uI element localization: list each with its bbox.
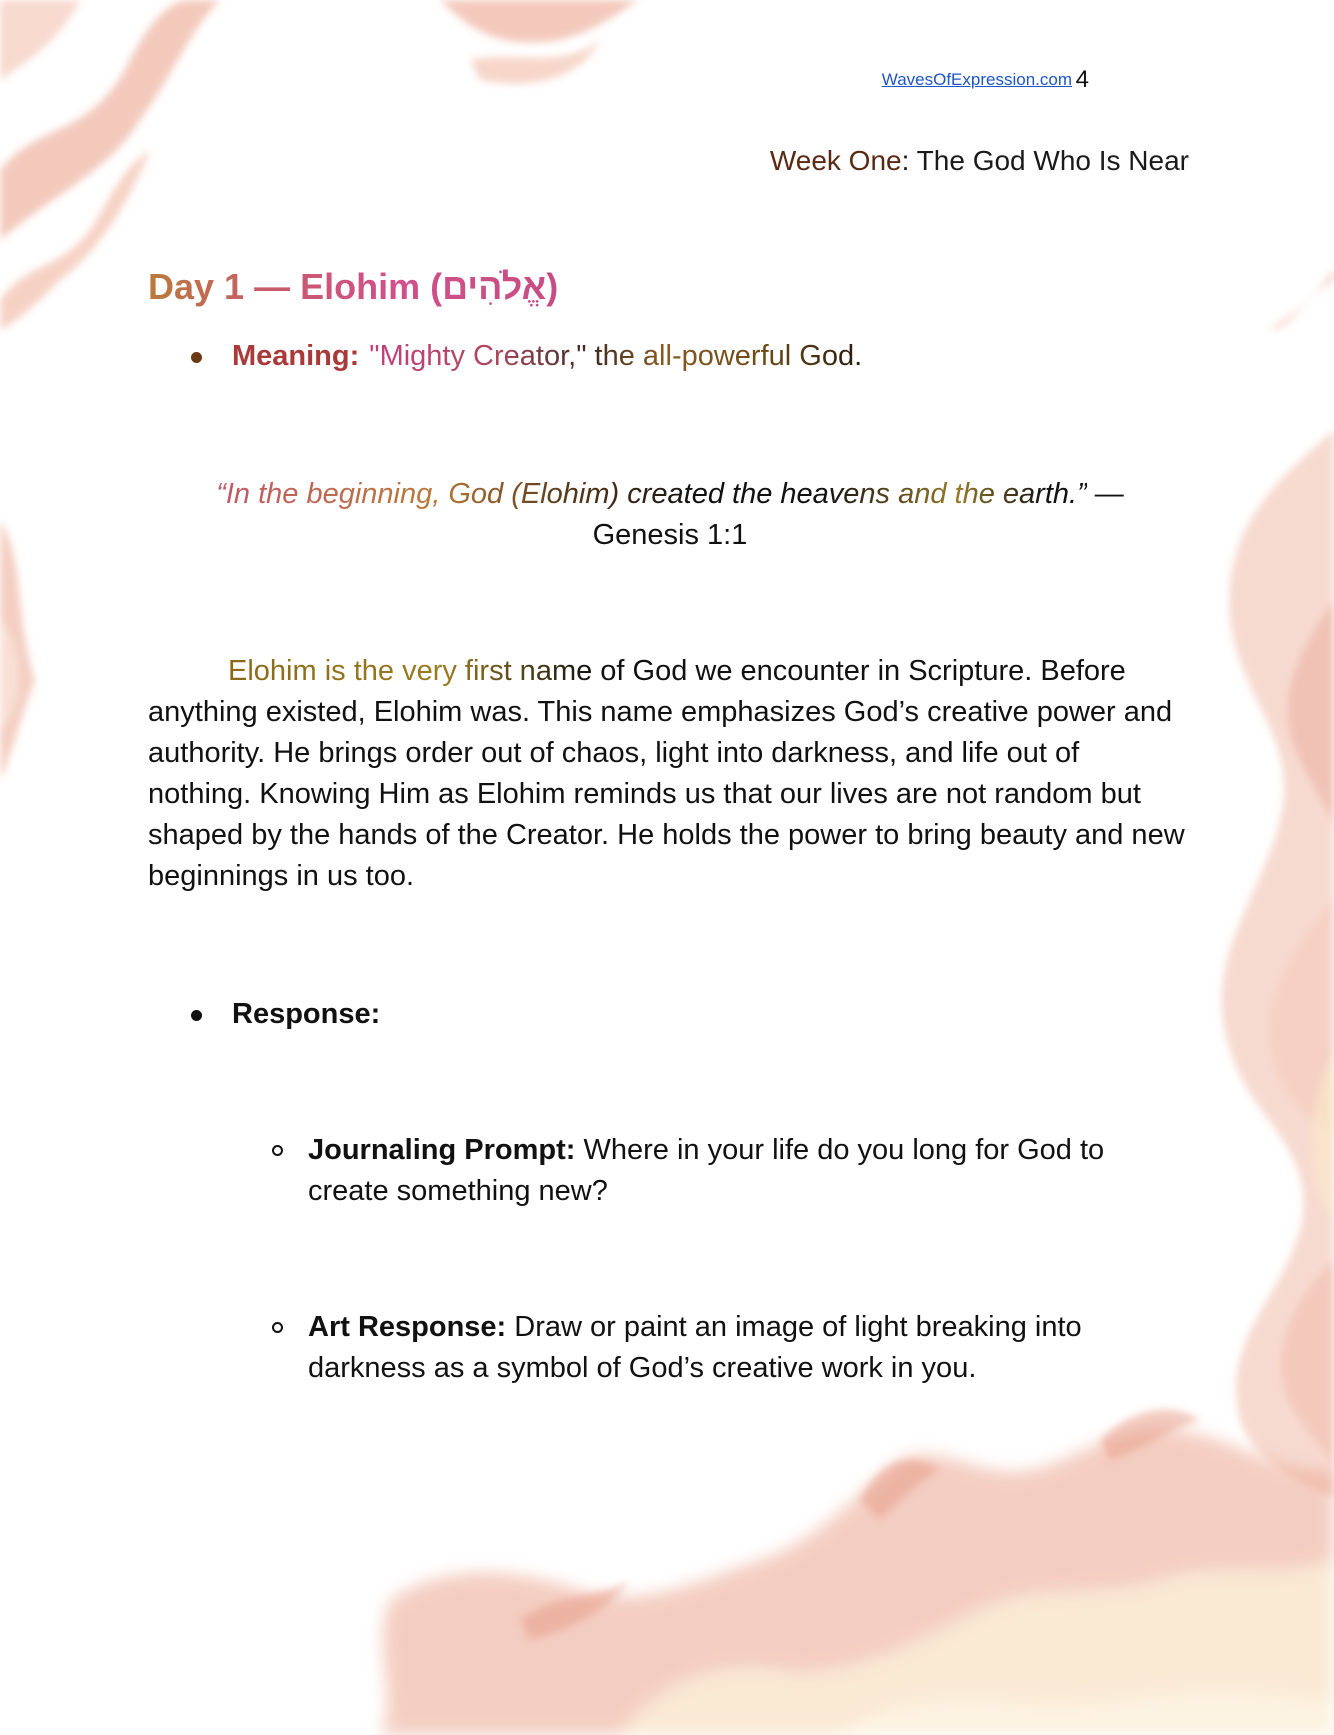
meaning-bullet (191, 340, 862, 373)
art-response-item (272, 1307, 1172, 1389)
meaning-label: Meaning: (232, 340, 360, 372)
art-response-label: Art Response: (308, 1311, 507, 1343)
scripture-quote (170, 474, 1170, 556)
art-response-text (308, 1307, 1172, 1389)
paragraph-lead: Elohim is the very first name (228, 655, 593, 687)
bullet-dot-icon (191, 1010, 202, 1021)
week-prefix: Week One (769, 145, 902, 176)
journaling-prompt-item (272, 1130, 1172, 1212)
bullet-dot-icon (191, 352, 202, 363)
page-number: 4 (1075, 66, 1089, 93)
journaling-prompt-label: Journaling Prompt: (308, 1134, 576, 1166)
day-heading: Day 1 — Elohim (אֱלֹהִים) (148, 266, 559, 307)
response-label: Response: (232, 998, 381, 1030)
response-bullet (191, 998, 380, 1031)
paragraph-body: of God we encounter in Scripture. Before anything existed, Elohim was. This name emphasizes God’s creative power and authority. He brings order out of chaos, light into darkness, and life out of nothing. Knowing Him as Elohim reminds us that our lives are not random but shaped by the hands of the Creator. He holds the power to bring beauty and new beginnings in us too. (148, 655, 1185, 892)
journaling-prompt-body: Where in your life do you long for God to create something new? (308, 1134, 1105, 1207)
quote-reference: — Genesis 1:1 (592, 478, 1124, 551)
week-subtitle: : The God Who Is Near (901, 145, 1189, 176)
site-link[interactable]: WavesOfExpression.com (881, 70, 1072, 89)
art-response-body: Draw or paint an image of light breaking into darkness as a symbol of God’s creative work in you. (308, 1311, 1082, 1384)
week-title (770, 145, 1189, 177)
body-paragraph (148, 651, 1188, 897)
meaning-text: "Mighty Creator," the all-powerful God. (369, 340, 863, 372)
journaling-prompt-text (308, 1130, 1172, 1212)
hollow-bullet-icon (272, 1145, 283, 1156)
hollow-bullet-icon (272, 1322, 283, 1333)
quote-text: “In the beginning, God (Elohim) created the heavens and the earth.” (216, 478, 1087, 510)
